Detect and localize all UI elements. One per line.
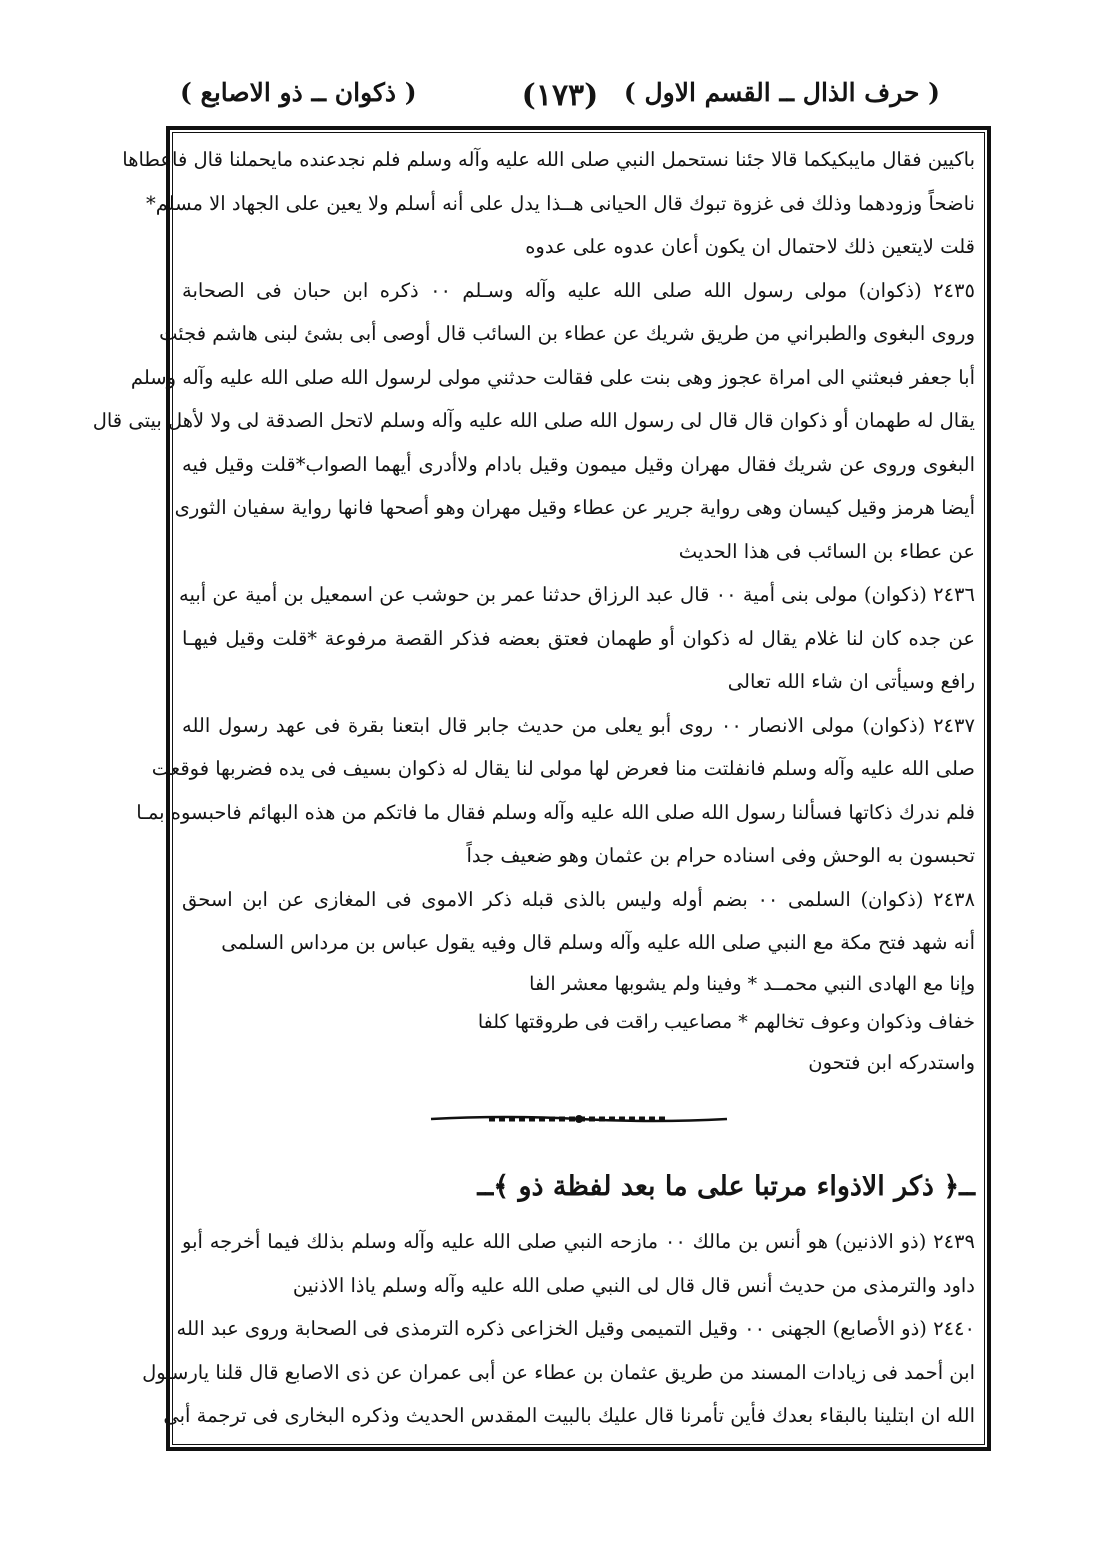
page-body xyxy=(92,138,975,1438)
header-topic: ( ذكوان ــ ذو الاصابع ) xyxy=(180,78,417,107)
text-line: وروى البغوى والطبراني من طريق شريك عن عطاء بن السائب قال أوصى أبى بشئ لبنى هاشم فجئت xyxy=(159,322,975,345)
text-line: الله ان ابتلينا بالبقاء بعدك فأين تأمرنا قال عليك بالبيت المقدس الحديث وذكره البخارى فى ترجمة أبى xyxy=(163,1404,975,1427)
text-line: عن جده كان لنا غلام يقال له ذكوان أو طهمان فعتق بعضه فذكر القصة مرفوعة *قلت وقيل فيهـا xyxy=(182,626,975,650)
entry-2439-start: ٢٤٣٩ (ذو الاذنين) هو أنس بن مالك ٠٠ مازحه النبي صلى الله عليه وآله وسلم بذلك فيما أخرجه أبو xyxy=(182,1230,975,1253)
poem-verse-2: خفاف وذكوان وعوف تخالهم * مصاعيب راقت فى طروقتها كلفا xyxy=(477,1010,975,1033)
text-line: باكيين فقال مايبكيكما قالا جئنا نستحمل النبي صلى الله عليه وآله وسلم فلم نجدعنده مايحملنا قال فاعطاها xyxy=(122,148,975,171)
entry-2438-start: ٢٤٣٨ (ذكوان) السلمى ٠٠ بضم أوله وليس بالذى قبله ذكر الاموى فى المغازى عن ابن اسحق xyxy=(182,887,975,911)
text-line: فلم ندرك ذكاتها فسألنا رسول الله صلى الله عليه وآله وسلم فقال ما فاتكم من هذه البهائم فاحبسوه بمـا xyxy=(136,800,975,824)
text-line: واستدركه ابن فتحون xyxy=(808,1050,975,1074)
header-chapter: ( حرف الذال ــ القسم الاول ) xyxy=(623,78,940,107)
running-header xyxy=(180,78,940,122)
text-line: صلى الله عليه وآله وسلم فانفلتت منا فعرض لها مولى لنا يقال له ذكوان بسيف فى يده فضربها فوقعت xyxy=(151,757,975,780)
entry-2436-start: ٢٤٣٦ (ذكوان) مولى بنى أمية ٠٠ قال عبد الرزاق حدثنا عمر بن حوشب عن اسمعيل بن أمية عن أبيه xyxy=(179,583,975,606)
text-line: داود والترمذى من حديث أنس قال قال لى النبي صلى الله عليه وآله وسلم ياذا الاذنين xyxy=(292,1273,975,1297)
page-number: (١٧٣) xyxy=(521,78,599,113)
text-line: تحبسون به الوحش وفى اسناده حرام بن عثمان وهو ضعيف جداً xyxy=(466,844,975,867)
text-line: رافع وسيأتى ان شاء الله تعالى xyxy=(727,670,975,693)
text-line: ناضحاً وزودهما وذلك فى غزوة تبوك قال الحيانى هــذا يدل على أنه أسلم ولا يعين على الجهاد الا مسلم* xyxy=(145,191,975,215)
entry-2435-start: ٢٤٣٥ (ذكوان) مولى رسول الله صلى الله عليه وآله وسـلم ٠٠ ذكره ابن حبان فى الصحابة xyxy=(182,278,975,302)
text-line: أبا جعفر فبعثني الى امراة عجوز وهى بنت على فقالت حدثني مولى لرسول الله صلى الله عليه وآله وسلم xyxy=(130,365,975,389)
section-heading: ــ﴿ ذكر الاذواء مرتبا على ما بعد لفظة ذو ﴾ــ xyxy=(477,1171,975,1202)
entry-2437-start: ٢٤٣٧ (ذكوان) مولى الانصار ٠٠ روى أبو يعلى من حديث جابر قال ابتعنا بقرة فى عهد رسول الله xyxy=(182,713,975,737)
text-line: عن عطاء بن السائب فى هذا الحديث xyxy=(678,539,975,563)
text-line: يقال له طهمان أو ذكوان قال قال لى رسول الله صلى الله عليه وآله وسلم لاتحل الصدقة لى ولا لأهل بيتى قال xyxy=(92,409,975,432)
text-line: قلت لايتعين ذلك لاحتمال ان يكون أعان عدوه على عدوه xyxy=(525,235,975,258)
divider-ornament xyxy=(182,1084,975,1154)
entry-2440-start: ٢٤٤٠ (ذو الأصابع) الجهنى ٠٠ وقيل التميمى وقيل الخزاعى ذكره الترمذى فى الصحابة وروى عبد الله xyxy=(176,1317,975,1340)
poem-verse-1: وإنا مع الهادى النبي محمــد * وفينا ولم يشوبها معشر الفا xyxy=(529,972,975,995)
text-line: أنه شهد فتح مكة مع النبي صلى الله عليه وآله وسلم قال وفيه يقول عباس بن مرداس السلمى xyxy=(221,931,975,954)
text-line: البغوى وروى عن شريك فقال مهران وقيل ميمون وقيل بادام ولاأدرى أيهما الصواب*قلت وقيل فيه xyxy=(182,452,975,476)
text-line: أيضا هرمز وقيل كيسان وهى رواية جرير عن عطاء وقيل مهران وهو أصحها فانها رواية سفيان الثورى xyxy=(174,496,975,519)
text-line: ابن أحمد فى زيادات المسند من طريق عثمان بن عطاء عن أبى عمران عن ذى الاصابع قال قلنا يارسـول xyxy=(142,1360,975,1384)
ornament-rule-icon xyxy=(429,1109,729,1129)
